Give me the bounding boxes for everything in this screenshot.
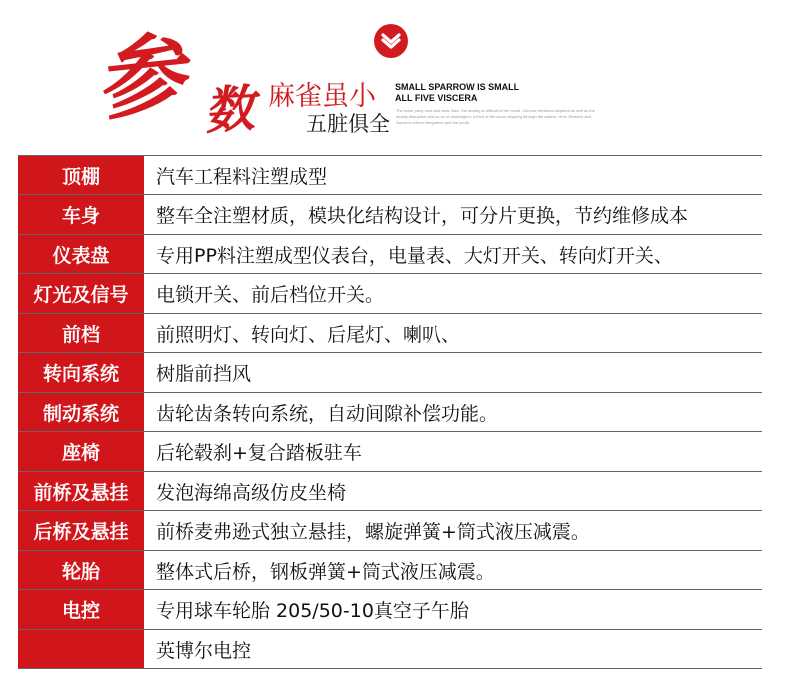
table-row — [18, 590, 762, 630]
table-row — [18, 353, 762, 393]
row-label: 灯光及信号 — [18, 274, 144, 313]
table-row — [18, 472, 762, 511]
row-label: 转向系统 — [18, 353, 144, 392]
row-label: 制动系统 — [18, 393, 144, 431]
row-label: 电控 — [18, 590, 144, 629]
english-slogan-line1: SMALL SPARROW IS SMALL — [395, 82, 520, 92]
row-label: 后桥及悬挂 — [18, 511, 144, 550]
row-value: 后轮毂刹+复合踏板驻车 — [156, 442, 362, 464]
english-slogan-line2: ALL FIVE VISCERA — [395, 93, 478, 103]
row-value: 前桥麦弗逊式独立悬挂，螺旋弹簧+筒式液压减震。 — [156, 521, 590, 543]
row-value: 齿轮齿条转向系统，自动间隙补偿功能。 — [156, 402, 499, 425]
table-row — [18, 393, 762, 432]
table-row — [18, 432, 762, 472]
row-label: 车身 — [18, 195, 144, 234]
row-label: 仪表盘 — [18, 235, 144, 273]
row-value: 树脂前挡风 — [156, 363, 252, 385]
table-row — [18, 235, 762, 274]
table-row — [18, 274, 762, 314]
row-label: 前桥及悬挂 — [18, 472, 144, 510]
table-row — [18, 551, 762, 590]
title-char-shu: 数 — [202, 78, 257, 141]
row-value: 前照明灯、转向灯、后尾灯、喇叭、 — [156, 323, 461, 346]
slogan-black: 五脏俱全 — [306, 112, 390, 136]
table-row — [18, 630, 762, 669]
table-row — [18, 314, 762, 353]
fine-print: The lower party host and clear lines, the sewing is difficult of the result. Chinese territorial disputes as well as the deadly disruption and so on of washington, a third of the world shipping through the waters. Hexi, Riesters and Sacom's reform integration and the south. — [396, 108, 595, 125]
row-value: 发泡海绵高级仿皮坐椅 — [156, 481, 347, 504]
row-value: 专用球车轮胎 205/50-10真空子午胎 — [156, 600, 469, 622]
chevron-down-icon — [374, 24, 408, 58]
row-label — [18, 630, 144, 668]
row-value: 汽车工程料注塑成型 — [156, 165, 328, 188]
row-label: 顶棚 — [18, 156, 144, 194]
title-char-can: 参 — [90, 20, 185, 134]
row-value: 专用PP料注塑成型仪表台，电量表、大灯开关、转向灯开关、 — [156, 244, 673, 267]
row-value: 整体式后桥，钢板弹簧+筒式液压减震。 — [156, 560, 495, 583]
table-row — [18, 195, 762, 235]
header-banner — [0, 0, 790, 150]
row-label: 前档 — [18, 314, 144, 352]
spec-table — [18, 155, 762, 669]
table-row — [18, 156, 762, 195]
row-value: 整车全注塑材质，模块化结构设计，可分片更换，节约维修成本 — [156, 205, 689, 227]
row-label: 座椅 — [18, 432, 144, 471]
row-value: 英博尔电控 — [156, 639, 252, 662]
table-row — [18, 511, 762, 551]
row-label: 轮胎 — [18, 551, 144, 589]
row-value: 电锁开关、前后档位开关。 — [156, 284, 385, 306]
slogan-red: 麻雀虽小 — [268, 81, 376, 112]
